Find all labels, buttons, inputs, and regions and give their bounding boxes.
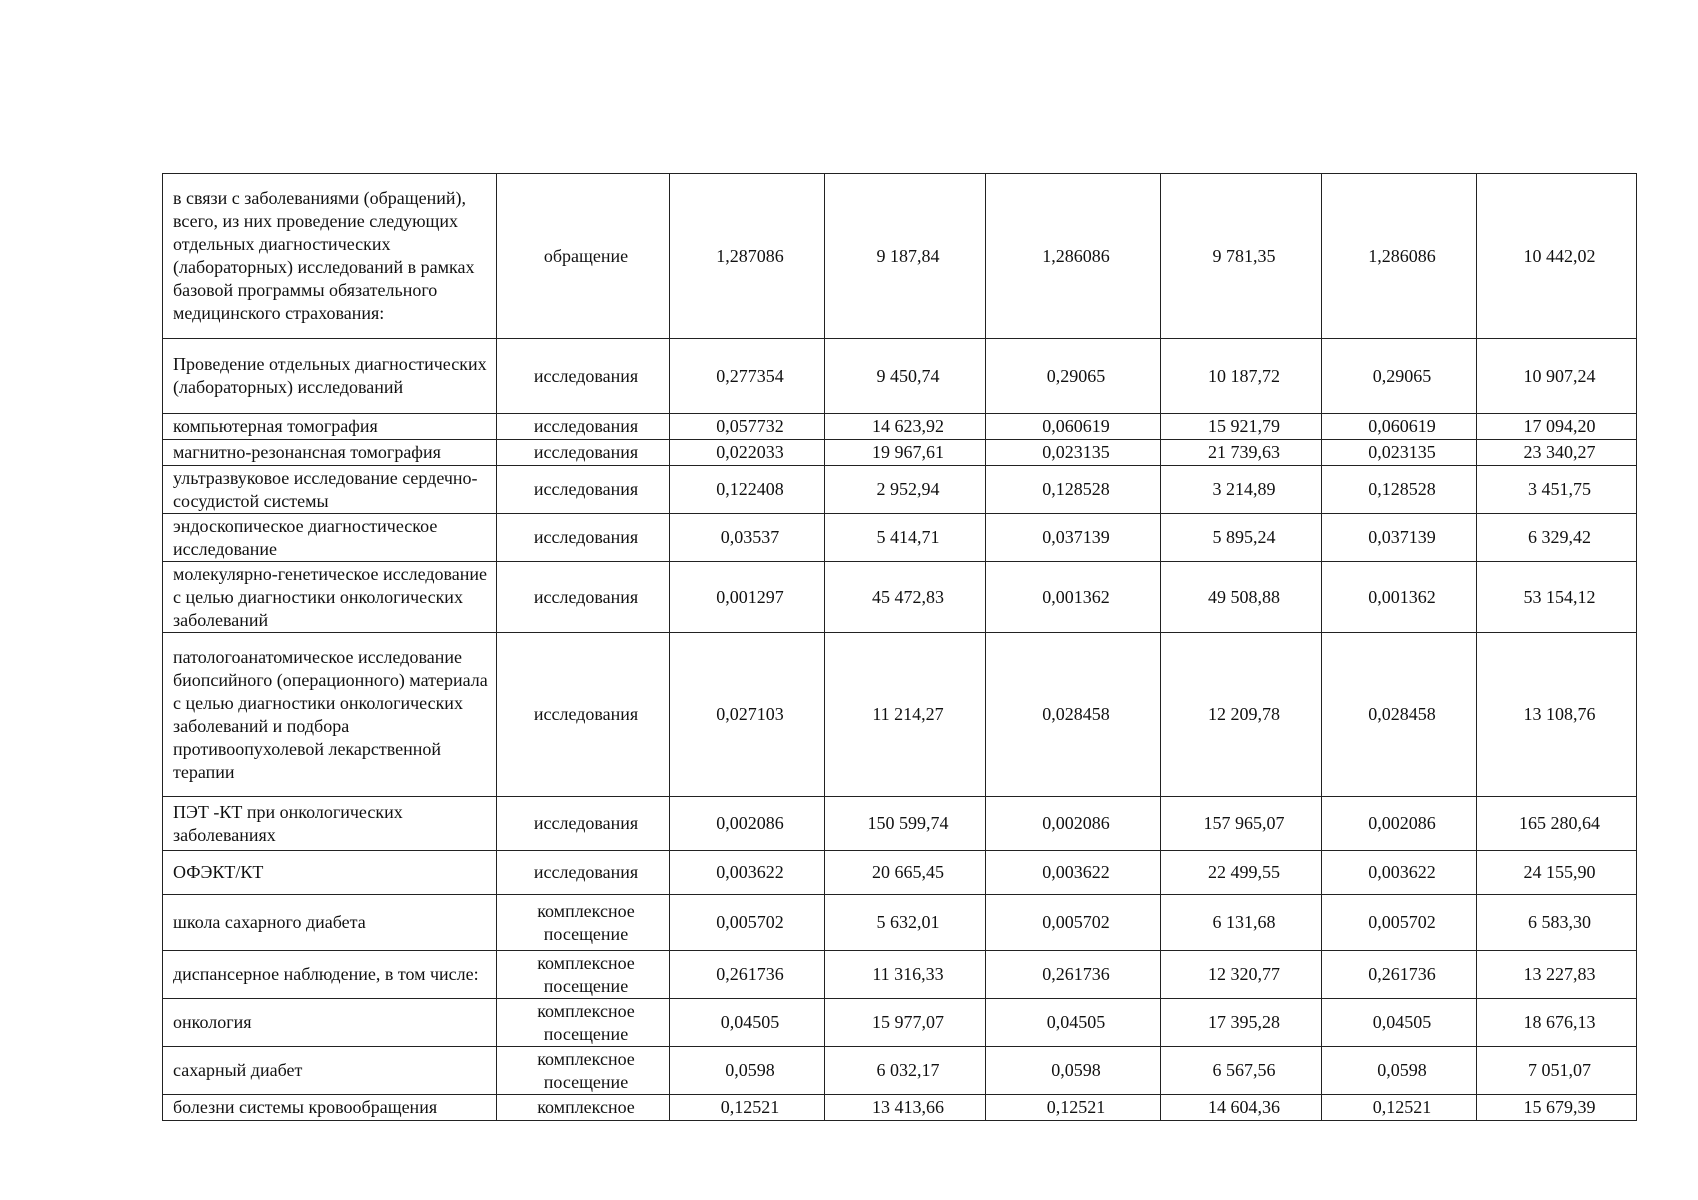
- cell-value-4: 6 131,68: [1161, 895, 1322, 951]
- row-name: магнитно-резонансная томография: [163, 440, 497, 466]
- cell-value-5: 0,037139: [1322, 514, 1477, 562]
- cell-value-6: 17 094,20: [1477, 414, 1637, 440]
- row-name: Проведение отдельных диагностических (лабораторных) исследований: [163, 339, 497, 414]
- cell-value-3: 0,261736: [986, 951, 1161, 999]
- cell-value-4: 22 499,55: [1161, 851, 1322, 895]
- cell-value-1: 0,002086: [670, 797, 825, 851]
- row-unit: комплексное посещение: [497, 999, 670, 1047]
- cell-value-3: 0,028458: [986, 633, 1161, 797]
- row-name: сахарный диабет: [163, 1047, 497, 1095]
- cell-value-2: 5 632,01: [825, 895, 986, 951]
- row-unit: исследования: [497, 440, 670, 466]
- table-row: [163, 514, 1637, 562]
- cell-value-3: 0,128528: [986, 466, 1161, 514]
- cell-value-2: 19 967,61: [825, 440, 986, 466]
- table-row: [163, 797, 1637, 851]
- row-name: ПЭТ -КТ при онкологических заболеваниях: [163, 797, 497, 851]
- cell-value-6: 13 108,76: [1477, 633, 1637, 797]
- cell-value-1: 1,287086: [670, 174, 825, 339]
- cell-value-6: 13 227,83: [1477, 951, 1637, 999]
- cell-value-2: 20 665,45: [825, 851, 986, 895]
- cell-value-4: 157 965,07: [1161, 797, 1322, 851]
- cell-value-4: 9 781,35: [1161, 174, 1322, 339]
- row-unit: комплексное посещение: [497, 1047, 670, 1095]
- row-name: школа сахарного диабета: [163, 895, 497, 951]
- cell-value-6: 15 679,39: [1477, 1095, 1637, 1121]
- cell-value-6: 23 340,27: [1477, 440, 1637, 466]
- cell-value-4: 17 395,28: [1161, 999, 1322, 1047]
- cell-value-4: 3 214,89: [1161, 466, 1322, 514]
- row-unit: комплексное посещение: [497, 951, 670, 999]
- cell-value-6: 53 154,12: [1477, 562, 1637, 633]
- cell-value-1: 0,001297: [670, 562, 825, 633]
- cell-value-4: 10 187,72: [1161, 339, 1322, 414]
- cell-value-6: 10 442,02: [1477, 174, 1637, 339]
- cell-value-3: 1,286086: [986, 174, 1161, 339]
- cell-value-3: 0,0598: [986, 1047, 1161, 1095]
- cell-value-5: 0,0598: [1322, 1047, 1477, 1095]
- cell-value-1: 0,022033: [670, 440, 825, 466]
- table-row: [163, 633, 1637, 797]
- cell-value-6: 18 676,13: [1477, 999, 1637, 1047]
- cell-value-5: 0,12521: [1322, 1095, 1477, 1121]
- cell-value-5: 0,001362: [1322, 562, 1477, 633]
- cell-value-2: 13 413,66: [825, 1095, 986, 1121]
- cell-value-2: 2 952,94: [825, 466, 986, 514]
- table-row: [163, 1095, 1637, 1121]
- row-name: молекулярно-генетическое исследование с целью диагностики онкологических заболеваний: [163, 562, 497, 633]
- data-table: [162, 173, 1637, 1121]
- row-name: эндоскопическое диагностическое исследование: [163, 514, 497, 562]
- cell-value-2: 14 623,92: [825, 414, 986, 440]
- cell-value-1: 0,003622: [670, 851, 825, 895]
- cell-value-4: 5 895,24: [1161, 514, 1322, 562]
- table-row: [163, 440, 1637, 466]
- cell-value-6: 7 051,07: [1477, 1047, 1637, 1095]
- table-row: [163, 851, 1637, 895]
- cell-value-2: 9 187,84: [825, 174, 986, 339]
- cell-value-1: 0,005702: [670, 895, 825, 951]
- cell-value-1: 0,04505: [670, 999, 825, 1047]
- cell-value-4: 6 567,56: [1161, 1047, 1322, 1095]
- cell-value-5: 0,261736: [1322, 951, 1477, 999]
- row-name: онкология: [163, 999, 497, 1047]
- cell-value-4: 12 320,77: [1161, 951, 1322, 999]
- cell-value-4: 21 739,63: [1161, 440, 1322, 466]
- cell-value-5: 0,04505: [1322, 999, 1477, 1047]
- row-unit: исследования: [497, 414, 670, 440]
- table-row: [163, 339, 1637, 414]
- row-name: патологоанатомическое исследование биопсийного (операционного) материала с целью диагностики онкологических заболеваний и подбора противоопухолевой лекарственной терапии: [163, 633, 497, 797]
- cell-value-3: 0,005702: [986, 895, 1161, 951]
- row-unit: исследования: [497, 562, 670, 633]
- cell-value-4: 12 209,78: [1161, 633, 1322, 797]
- cell-value-1: 0,057732: [670, 414, 825, 440]
- table-row: [163, 895, 1637, 951]
- cell-value-2: 11 316,33: [825, 951, 986, 999]
- cell-value-2: 9 450,74: [825, 339, 986, 414]
- row-name: ультразвуковое исследование сердечно-сосудистой системы: [163, 466, 497, 514]
- cell-value-5: 0,028458: [1322, 633, 1477, 797]
- row-name: компьютерная томография: [163, 414, 497, 440]
- cell-value-6: 24 155,90: [1477, 851, 1637, 895]
- table-row: [163, 1047, 1637, 1095]
- cell-value-1: 0,277354: [670, 339, 825, 414]
- cell-value-1: 0,261736: [670, 951, 825, 999]
- cell-value-2: 6 032,17: [825, 1047, 986, 1095]
- cell-value-5: 0,023135: [1322, 440, 1477, 466]
- cell-value-1: 0,0598: [670, 1047, 825, 1095]
- row-name: болезни системы кровообращения: [163, 1095, 497, 1121]
- row-unit: обращение: [497, 174, 670, 339]
- cell-value-3: 0,003622: [986, 851, 1161, 895]
- cell-value-5: 1,286086: [1322, 174, 1477, 339]
- row-unit: исследования: [497, 797, 670, 851]
- cell-value-3: 0,060619: [986, 414, 1161, 440]
- cell-value-5: 0,29065: [1322, 339, 1477, 414]
- table-row: [163, 414, 1637, 440]
- cell-value-2: 15 977,07: [825, 999, 986, 1047]
- cell-value-1: 0,027103: [670, 633, 825, 797]
- cell-value-2: 11 214,27: [825, 633, 986, 797]
- row-name: диспансерное наблюдение, в том числе:: [163, 951, 497, 999]
- row-unit: исследования: [497, 851, 670, 895]
- cell-value-5: 0,128528: [1322, 466, 1477, 514]
- cell-value-1: 0,12521: [670, 1095, 825, 1121]
- row-unit: исследования: [497, 514, 670, 562]
- cell-value-1: 0,03537: [670, 514, 825, 562]
- cell-value-5: 0,060619: [1322, 414, 1477, 440]
- cell-value-4: 15 921,79: [1161, 414, 1322, 440]
- cell-value-5: 0,003622: [1322, 851, 1477, 895]
- cell-value-3: 0,037139: [986, 514, 1161, 562]
- row-unit: комплексное: [497, 1095, 670, 1121]
- cell-value-3: 0,29065: [986, 339, 1161, 414]
- cell-value-3: 0,001362: [986, 562, 1161, 633]
- cell-value-4: 14 604,36: [1161, 1095, 1322, 1121]
- cell-value-3: 0,002086: [986, 797, 1161, 851]
- cell-value-3: 0,023135: [986, 440, 1161, 466]
- row-unit: комплексное посещение: [497, 895, 670, 951]
- cell-value-3: 0,04505: [986, 999, 1161, 1047]
- cell-value-6: 10 907,24: [1477, 339, 1637, 414]
- cell-value-2: 5 414,71: [825, 514, 986, 562]
- table-row: [163, 174, 1637, 339]
- cell-value-3: 0,12521: [986, 1095, 1161, 1121]
- cell-value-2: 45 472,83: [825, 562, 986, 633]
- row-unit: исследования: [497, 466, 670, 514]
- cell-value-4: 49 508,88: [1161, 562, 1322, 633]
- cell-value-6: 6 583,30: [1477, 895, 1637, 951]
- table-row: [163, 562, 1637, 633]
- cell-value-5: 0,002086: [1322, 797, 1477, 851]
- table-row: [163, 466, 1637, 514]
- row-unit: исследования: [497, 339, 670, 414]
- cell-value-5: 0,005702: [1322, 895, 1477, 951]
- row-unit: исследования: [497, 633, 670, 797]
- row-name: в связи с заболеваниями (обращений), всего, из них проведение следующих отдельных диагностических (лабораторных) исследований в рамках базовой программы обязательного медицинского страхования:: [163, 174, 497, 339]
- cell-value-6: 6 329,42: [1477, 514, 1637, 562]
- table-row: [163, 951, 1637, 999]
- cell-value-6: 3 451,75: [1477, 466, 1637, 514]
- cell-value-1: 0,122408: [670, 466, 825, 514]
- cell-value-2: 150 599,74: [825, 797, 986, 851]
- table-row: [163, 999, 1637, 1047]
- row-name: ОФЭКТ/КТ: [163, 851, 497, 895]
- cell-value-6: 165 280,64: [1477, 797, 1637, 851]
